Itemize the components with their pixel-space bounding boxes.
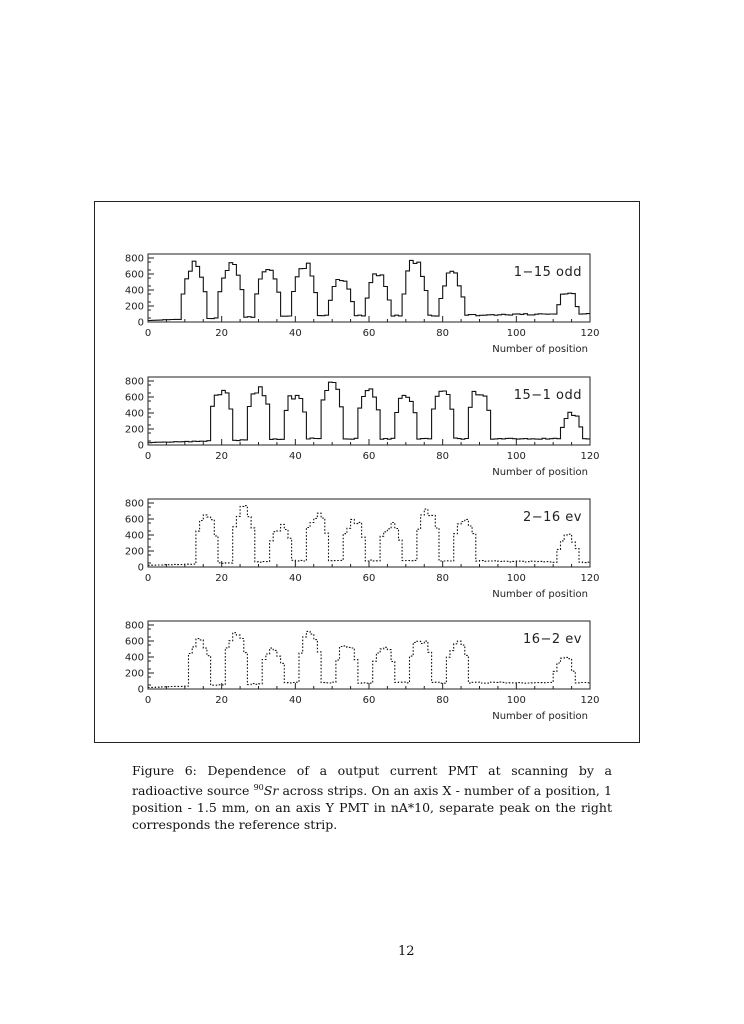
x-tick-label: 80 [436, 695, 450, 706]
chart-panel-1 [125, 254, 600, 356]
x-tick-label: 40 [288, 695, 302, 706]
y-tick-label: 0 [137, 562, 144, 574]
y-tick-label: 0 [137, 317, 144, 329]
x-tick-label: 80 [436, 573, 450, 584]
x-tick-label: 20 [215, 328, 229, 339]
x-axis-title: Number of position [492, 467, 588, 478]
y-tick-label: 800 [124, 620, 144, 632]
figure-caption [132, 762, 612, 833]
y-tick-label: 200 [124, 668, 144, 680]
y-tick-label: 800 [124, 253, 144, 265]
x-tick-label: 120 [580, 573, 600, 584]
x-tick-label: 120 [580, 328, 600, 339]
x-tick-label: 120 [580, 695, 600, 706]
x-tick-label: 20 [215, 695, 229, 706]
x-tick-label: 120 [580, 451, 600, 462]
x-axis-title: Number of position [492, 589, 588, 600]
x-tick-label: 60 [362, 573, 376, 584]
y-tick-label: 400 [124, 530, 144, 542]
chart-panel-2 [125, 377, 600, 479]
x-tick-label: 60 [362, 695, 376, 706]
caption-isotope-symbol: Sr [263, 783, 279, 799]
y-tick-label: 400 [124, 408, 144, 420]
x-axis-title: Number of position [492, 711, 588, 722]
caption-isotope-mass: 90 [253, 783, 264, 792]
y-tick-label: 400 [124, 652, 144, 664]
x-tick-label: 100 [506, 451, 526, 462]
x-tick-label: 40 [288, 328, 302, 339]
y-tick-label: 600 [124, 269, 144, 281]
y-tick-label: 200 [124, 546, 144, 558]
x-tick-label: 60 [362, 451, 376, 462]
x-tick-label: 20 [215, 573, 229, 584]
panel-label: 2−16 ev [522, 510, 582, 525]
y-tick-label: 600 [124, 392, 144, 404]
x-tick-label: 80 [436, 328, 450, 339]
y-tick-label: 800 [124, 498, 144, 510]
caption-lead: Figure 6: Dependence of a output current PMT at scanning by a radioactive source [132, 763, 612, 799]
x-tick-label: 0 [144, 695, 152, 706]
x-tick-label: 40 [288, 451, 302, 462]
x-tick-label: 100 [506, 328, 526, 339]
y-tick-label: 200 [124, 301, 144, 313]
panel-label: 16−2 ev [522, 632, 582, 647]
panel-label: 15−1 odd [513, 388, 582, 403]
x-tick-label: 0 [144, 451, 152, 462]
x-tick-label: 0 [144, 573, 152, 584]
x-tick-label: 80 [436, 451, 450, 462]
x-tick-label: 20 [215, 451, 229, 462]
y-tick-label: 0 [137, 684, 144, 696]
chart-panel-3 [125, 499, 600, 601]
y-tick-label: 800 [124, 376, 144, 388]
y-tick-label: 0 [137, 440, 144, 452]
x-tick-label: 0 [144, 328, 152, 339]
y-tick-label: 200 [124, 424, 144, 436]
chart-panel-4 [125, 621, 600, 723]
x-tick-label: 60 [362, 328, 376, 339]
page-number: 12 [398, 944, 415, 959]
x-axis-title: Number of position [492, 344, 588, 355]
y-tick-label: 600 [124, 514, 144, 526]
y-tick-label: 400 [124, 285, 144, 297]
caption-rest: across strips. On an axis X - number of a position, 1 position - 1.5 mm, on an axis Y PMT in nA*10, separate peak on the right corresponds the reference strip. [132, 783, 612, 833]
y-tick-label: 600 [124, 636, 144, 648]
panel-label: 1−15 odd [513, 265, 582, 280]
x-tick-label: 40 [288, 573, 302, 584]
x-tick-label: 100 [506, 573, 526, 584]
x-tick-label: 100 [506, 695, 526, 706]
